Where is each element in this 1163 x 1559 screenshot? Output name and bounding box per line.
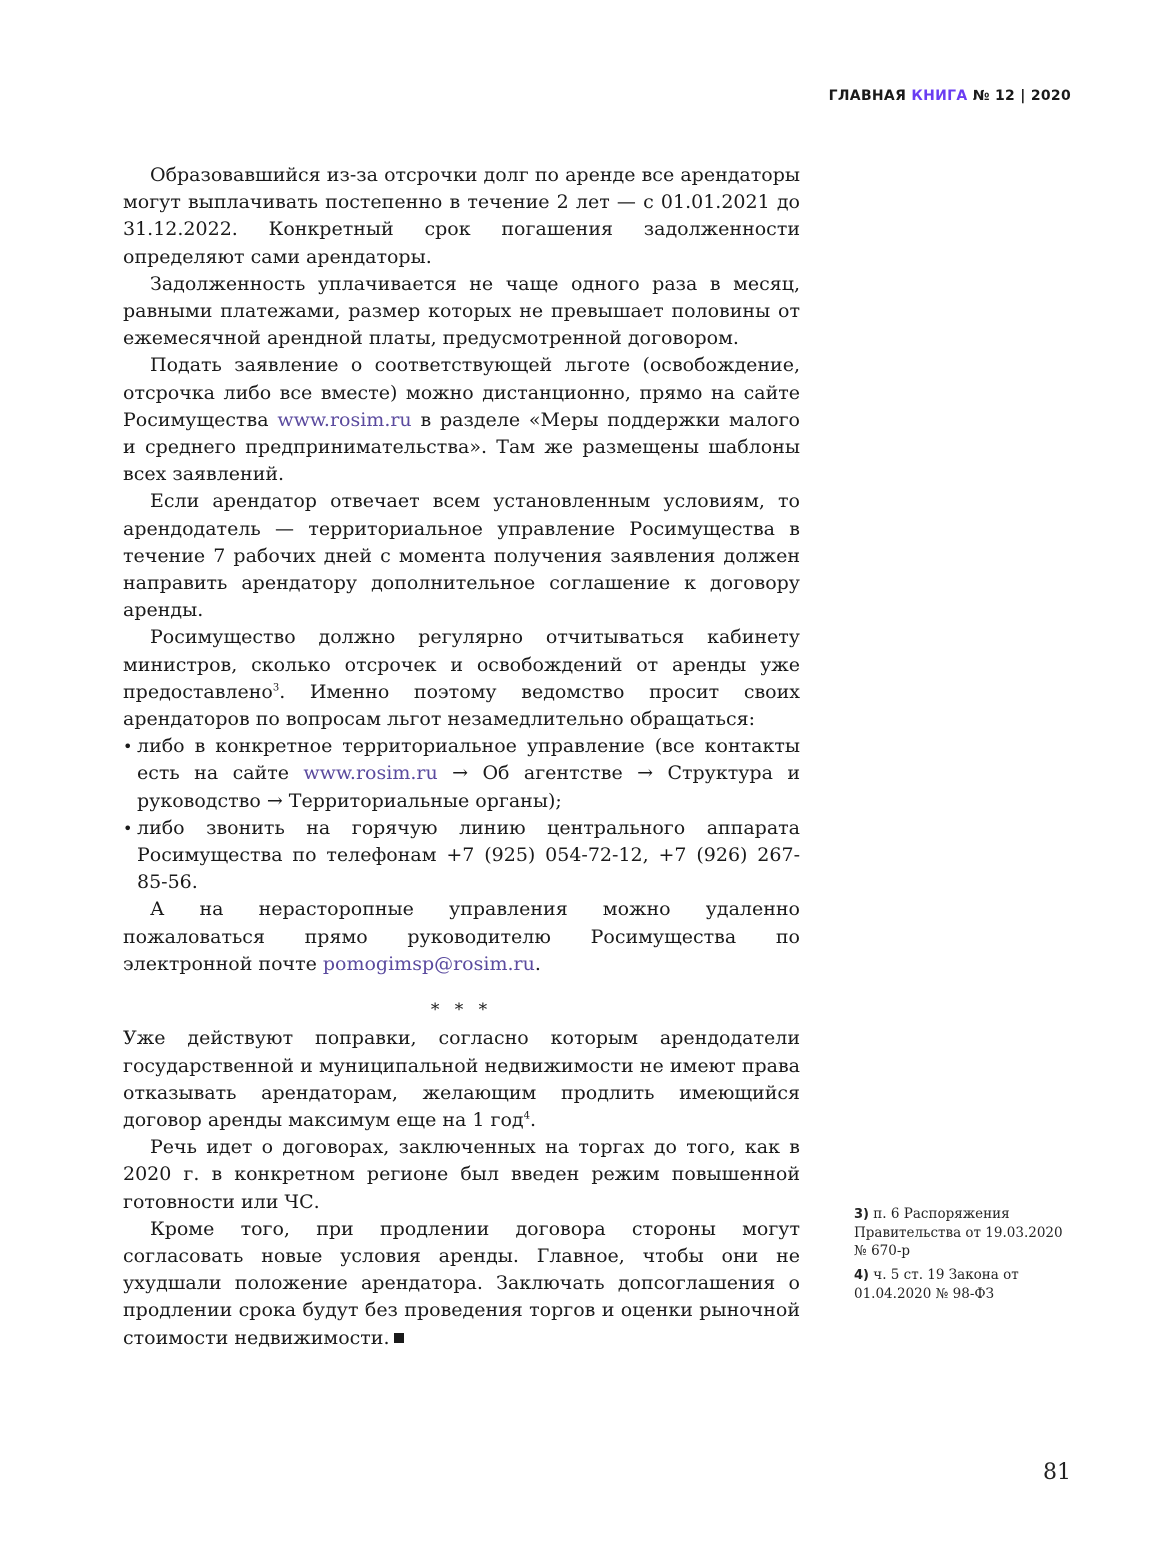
paragraph: Задолженность уплачивается не чаще одного раза в месяц, равными платежами, размер которых не превышает половины от ежемесячной арендной платы, предусмотренной договором.	[123, 272, 800, 350]
footnote-ref: 3	[272, 682, 280, 694]
footnote-ref: 4	[523, 1110, 531, 1122]
paragraph: Росимущество должно регулярно отчитываться кабинету министров, сколько отсрочек и освобождений от аренды уже предоставлено$^3$. Именно поэтому ведомство просит своих арендаторов по вопросам льгот незамедлительно обращаться:	[123, 626, 800, 731]
running-header	[829, 88, 1071, 104]
paragraph: Если арендатор отвечает всем установленным условиям, то арендодатель — территориальное управление Росимущества в течение 7 рабочих дней с момента получения заявления должен направить арендатору дополнительное соглашение к договору аренды.	[123, 490, 800, 622]
page-number: 81	[1043, 1460, 1071, 1485]
footnote: 3) п. 6 Распоряжения Правительства от 19.03.2020 № 670-р	[854, 1206, 1063, 1259]
email-link[interactable]: pomogimsp@rosim.ru	[322, 952, 535, 975]
issue-number: № 12 | 2020	[972, 88, 1071, 104]
paragraph: А на нерасторопные управления можно удаленно пожаловаться прямо руководителю Росимущества по электронной почте pomogimsp@rosim.ru.	[123, 898, 800, 975]
footnotes	[854, 1205, 1074, 1309]
paragraph: Подать заявление о соответствующей льготе (освобождение, отсрочка либо все вместе) можно дистанционно, прямо на сайте Росимущества www.rosim.ru в разделе «Меры поддержки малого и среднего предпринимательства». Там же размещены шаблоны всех заявлений.	[123, 354, 800, 486]
rosim-link[interactable]: www.rosim.ru	[277, 408, 412, 431]
paragraph: Образовавшийся из-за отсрочки долг по аренде все арендаторы могут выплачивать постепенно в течение 2 лет — с 01.01.2021 до 31.12.2022. Конкретный срок погашения задолженности определяют сами арендаторы.	[123, 164, 800, 268]
brand-part2: КНИГА	[911, 88, 968, 104]
paragraph: Речь идет о договорах, заключенных на торгах до того, как в 2020 г. в конкретном регионе был введен режим повышенной готовности или ЧС.	[123, 1136, 800, 1213]
bullet-list	[123, 733, 800, 896]
paragraph: Кроме того, при продлении договора стороны могут согласовать новые условия аренды. Главное, чтобы они не ухудшали положение арендатора. Заключать допсоглашения о продлении срока будут без проведения торгов и оценки рыночной стоимости недвижимости.	[123, 1217, 800, 1349]
list-item: • либо в конкретное территориальное управление (все контакты есть на сайте www.rosim.ru → Об агентстве → Структура и руководство → Территориальные органы);	[123, 733, 800, 815]
end-mark-icon	[394, 1333, 404, 1343]
paragraph: Уже действуют поправки, согласно которым арендодатели государственной и муниципальной недвижимости не имеют права отказывать арендаторам, желающим продлить имеющийся договор аренды максимум еще на 1 год$^4$.	[123, 1027, 800, 1131]
article-body	[123, 162, 800, 1352]
brand-part1: ГЛАВНАЯ	[828, 88, 907, 104]
section-separator: * * *	[430, 1000, 493, 1021]
footnote: 4) ч. 5 ст. 19 Закона от 01.04.2020 № 98-ФЗ	[854, 1267, 1019, 1302]
list-item: • либо звонить на горячую линию центрального аппарата Росимущества по телефонам +7 (925) 054-72-12, +7 (926) 267-85-56.	[123, 815, 800, 897]
rosim-link[interactable]: www.rosim.ru	[303, 762, 438, 785]
